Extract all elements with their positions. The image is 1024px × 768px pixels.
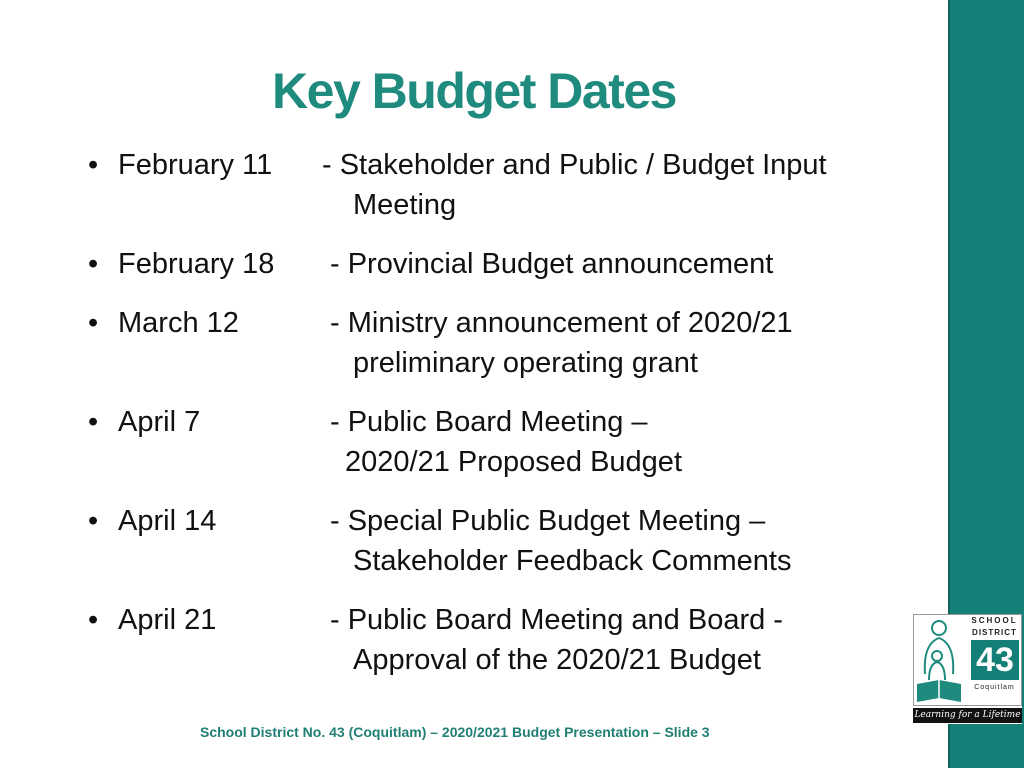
slide-footer: School District No. 43 (Coquitlam) – 2020/2021 Budget Presentation – Slide 3 xyxy=(200,724,710,740)
list-item xyxy=(0,145,948,225)
logo-district-label: DISTRICT xyxy=(972,628,1017,637)
bullet-icon: • xyxy=(88,248,99,280)
item-description-continued: Stakeholder Feedback Comments xyxy=(353,545,792,577)
item-description: - Special Public Budget Meeting – xyxy=(330,505,766,537)
item-date: April 14 xyxy=(118,505,217,537)
list-item xyxy=(0,600,948,680)
item-description: - Public Board Meeting and Board - xyxy=(330,604,783,636)
item-description: - Public Board Meeting – xyxy=(330,406,648,438)
logo-city-label: Coquitlam xyxy=(974,684,1015,691)
item-date: March 12 xyxy=(118,307,239,339)
bullet-icon: • xyxy=(88,406,99,438)
item-description-continued: 2020/21 Proposed Budget xyxy=(345,446,682,478)
list-item xyxy=(0,303,948,383)
item-date: April 7 xyxy=(118,406,201,438)
item-description-continued: Meeting xyxy=(353,189,457,221)
bullet-icon: • xyxy=(88,505,99,537)
list-item xyxy=(0,501,948,581)
item-description: - Stakeholder and Public / Budget Input xyxy=(322,149,827,181)
slide-title: Key Budget Dates xyxy=(272,63,676,119)
item-date: February 11 xyxy=(118,149,273,181)
bullet-icon: • xyxy=(88,149,99,181)
item-description-continued: Approval of the 2020/21 Budget xyxy=(353,644,761,676)
item-date: February 18 xyxy=(118,248,275,280)
list-item xyxy=(0,402,948,482)
item-description: - Provincial Budget announcement xyxy=(330,248,774,280)
logo-school-label: SCHOOL xyxy=(971,616,1018,625)
item-description-continued: preliminary operating grant xyxy=(353,347,698,379)
bullet-icon: • xyxy=(88,307,99,339)
school-district-logo xyxy=(913,614,1022,724)
logo-district-number: 43 xyxy=(971,640,1019,680)
bullet-icon: • xyxy=(88,604,99,636)
item-description: - Ministry announcement of 2020/21 xyxy=(330,307,793,339)
logo-tagline: Learning for a Lifetime xyxy=(913,708,1022,723)
list-item xyxy=(0,244,948,284)
item-date: April 21 xyxy=(118,604,217,636)
